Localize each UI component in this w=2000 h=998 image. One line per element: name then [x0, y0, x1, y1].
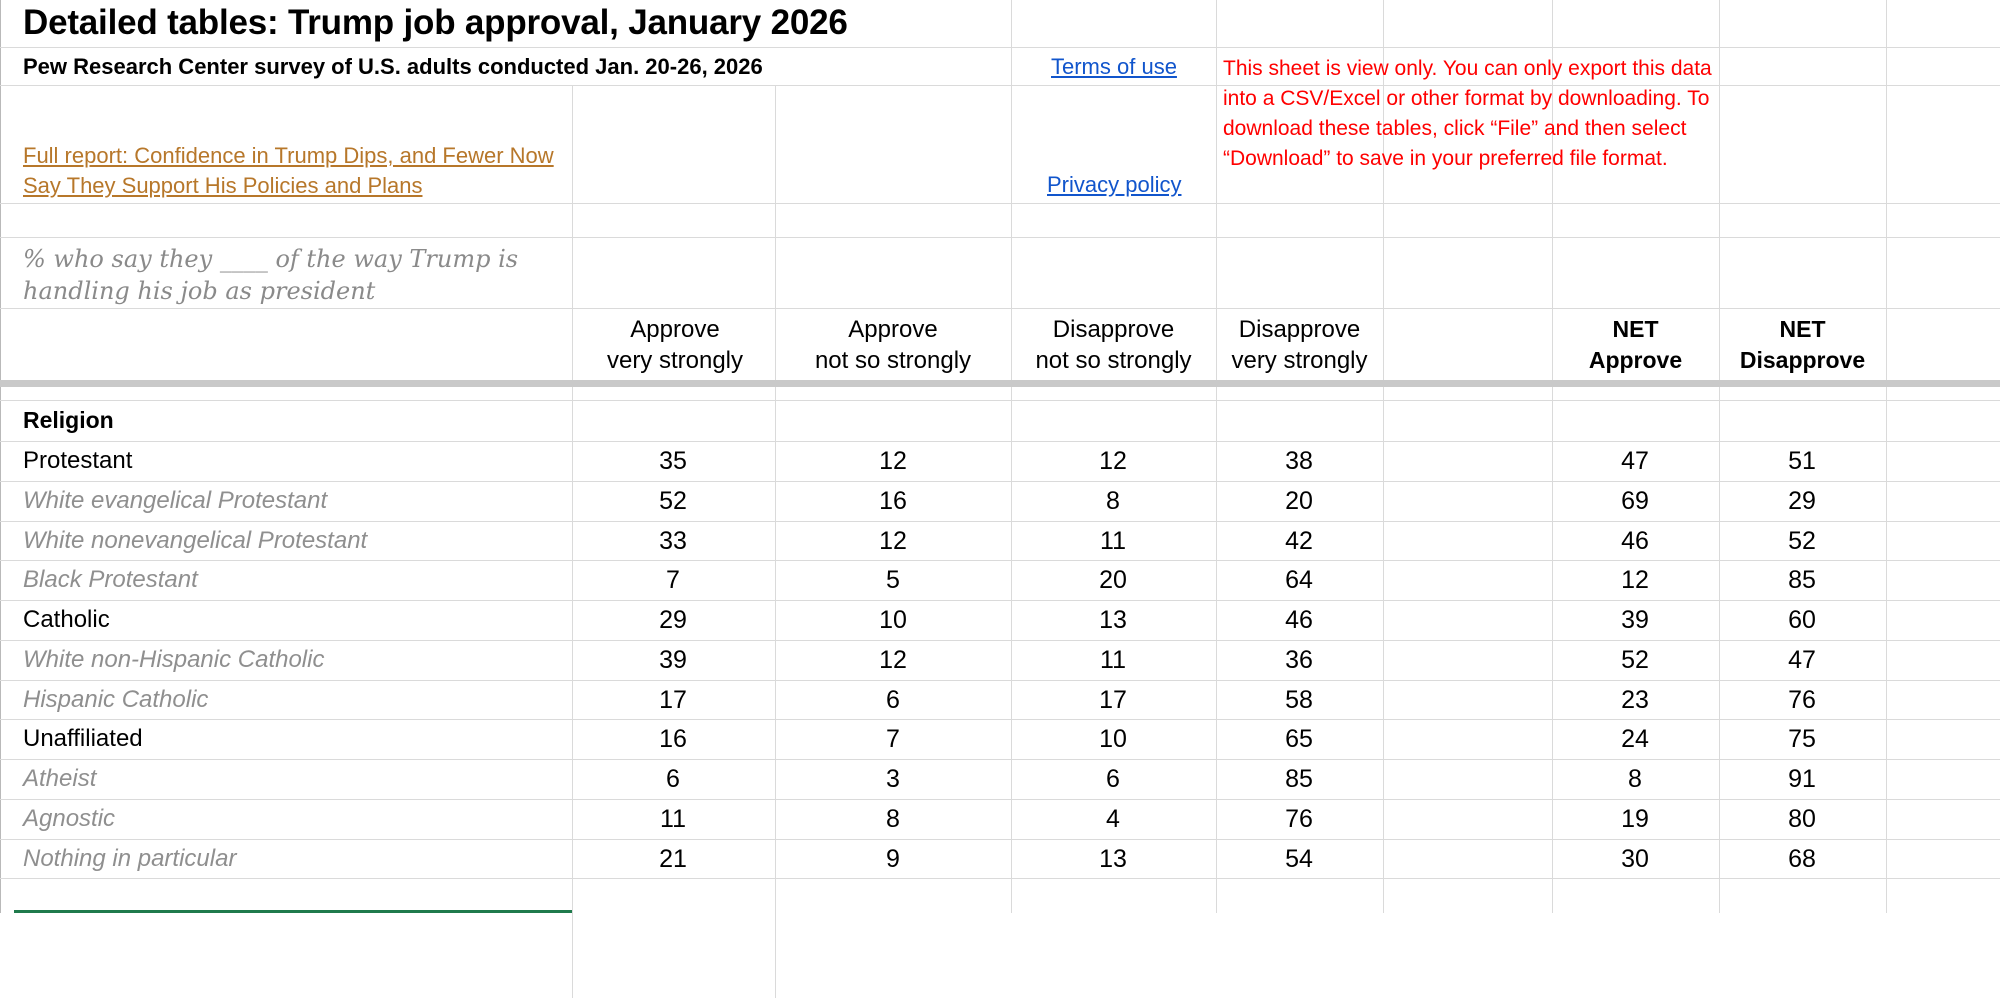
table-cell: 91	[1788, 765, 1816, 793]
table-cell: 76	[1788, 686, 1816, 714]
table-cell: 76	[1285, 805, 1313, 833]
table-cell: 39	[659, 646, 687, 674]
table-row	[0, 839, 2000, 879]
col-header-disapprove-not-so-strongly	[1011, 314, 1216, 376]
row-label: Unaffiliated	[23, 725, 143, 752]
table-cell: 68	[1788, 845, 1816, 873]
header-divider	[0, 380, 2000, 387]
col-header-disapprove-very-strongly	[1216, 314, 1383, 376]
table-row	[0, 799, 2000, 839]
table-cell: 5	[886, 566, 900, 594]
col-header-line: NET	[1779, 316, 1826, 342]
table-cell: 39	[1621, 606, 1649, 634]
table-cell: 10	[1099, 725, 1127, 753]
table-cell: 65	[1285, 725, 1313, 753]
table-cell: 60	[1788, 606, 1816, 634]
terms-of-use-link[interactable]: Terms of use	[1051, 54, 1177, 79]
col-header-net-approve	[1552, 314, 1719, 376]
table-cell: 80	[1788, 805, 1816, 833]
table-row	[0, 600, 2000, 640]
table-cell: 20	[1285, 487, 1313, 515]
question-line1: % who say they ____ of the way Trump is	[23, 245, 519, 273]
question-text	[23, 243, 583, 307]
table-cell: 13	[1099, 845, 1127, 873]
table-cell: 33	[659, 527, 687, 555]
row-label: White non-Hispanic Catholic	[23, 646, 325, 673]
table-cell: 20	[1099, 566, 1127, 594]
col-header-line: Disapprove	[1238, 316, 1361, 343]
grid-row-line	[0, 308, 2000, 309]
table-cell: 3	[886, 765, 900, 793]
row-label: Hispanic Catholic	[23, 686, 209, 713]
col-header-line: Disapprove	[1739, 347, 1866, 373]
table-cell: 69	[1621, 487, 1649, 515]
page-title: Detailed tables: Trump job approval, January 2026	[23, 3, 848, 42]
table-cell: 75	[1788, 725, 1816, 753]
table-row	[0, 640, 2000, 680]
table-row	[0, 680, 2000, 720]
table-cell: 23	[1621, 686, 1649, 714]
row-label: Black Protestant	[23, 566, 198, 593]
table-row	[0, 719, 2000, 759]
table-cell: 58	[1285, 686, 1313, 714]
table-cell: 54	[1285, 845, 1313, 873]
table-cell: 16	[879, 487, 907, 515]
col-header-line: Disapprove	[1052, 316, 1175, 343]
table-cell: 85	[1788, 566, 1816, 594]
table-cell: 6	[886, 686, 900, 714]
table-cell: 85	[1285, 765, 1313, 793]
grid-row-line	[0, 203, 2000, 204]
grid-row-line	[0, 237, 2000, 238]
table-cell: 13	[1099, 606, 1127, 634]
table-cell: 46	[1621, 527, 1649, 555]
col-header-approve-not-so-strongly	[775, 314, 1011, 376]
table-cell: 17	[659, 686, 687, 714]
table-cell: 8	[1628, 765, 1642, 793]
table-cell: 11	[660, 805, 686, 833]
table-cell: 38	[1285, 447, 1313, 475]
table-row	[0, 481, 2000, 521]
table-cell: 30	[1621, 845, 1649, 873]
table-cell: 52	[659, 487, 687, 515]
table-cell: 16	[659, 725, 687, 753]
table-cell: 7	[886, 725, 900, 753]
grid-row-line	[0, 400, 2000, 401]
col-header-net-disapprove	[1719, 314, 1886, 376]
table-cell: 17	[1099, 686, 1127, 714]
full-report-link[interactable]	[23, 141, 583, 201]
table-cell: 52	[1788, 527, 1816, 555]
table-row	[0, 441, 2000, 481]
table-cell: 12	[879, 447, 907, 475]
table-cell: 12	[1621, 566, 1649, 594]
table-cell: 10	[879, 606, 907, 634]
table-cell: 7	[666, 566, 680, 594]
table-cell: 12	[879, 527, 907, 555]
grid-row-line	[0, 47, 2000, 48]
table-row	[0, 759, 2000, 799]
table-cell: 52	[1621, 646, 1649, 674]
col-header-line: NET	[1612, 316, 1659, 342]
col-header-line: not so strongly	[1035, 347, 1192, 374]
col-header-approve-very-strongly	[575, 314, 775, 376]
table-cell: 9	[886, 845, 900, 873]
row-label: Agnostic	[23, 805, 116, 832]
table-cell: 8	[1106, 487, 1120, 515]
table-cell: 64	[1285, 566, 1313, 594]
row-label: Atheist	[23, 765, 97, 792]
table-cell: 21	[659, 845, 687, 873]
table-cell: 47	[1788, 646, 1816, 674]
table-cell: 51	[1788, 447, 1816, 475]
table-row	[0, 560, 2000, 600]
table-cell: 24	[1621, 725, 1649, 753]
table-cell: 19	[1621, 805, 1649, 833]
col-header-line: not so strongly	[814, 347, 972, 374]
col-header-line: very strongly	[606, 347, 744, 374]
table-cell: 4	[1106, 805, 1120, 833]
table-cell: 12	[879, 646, 907, 674]
section-heading-religion: Religion	[23, 407, 114, 433]
col-header-line: Approve	[1588, 347, 1683, 373]
row-label: White nonevangelical Protestant	[23, 527, 368, 554]
col-header-line: very strongly	[1231, 347, 1368, 374]
table-cell: 36	[1285, 646, 1313, 674]
table-cell: 8	[886, 805, 900, 833]
table-cell: 11	[1100, 646, 1126, 674]
survey-subtitle: Pew Research Center survey of U.S. adults conducted Jan. 20-26, 2026	[23, 54, 763, 79]
table-cell: 42	[1285, 527, 1313, 555]
report-link-line2[interactable]: Say They Support His Policies and Plans	[23, 173, 423, 198]
row-label: Protestant	[23, 447, 133, 474]
table-row	[0, 521, 2000, 561]
table-cell: 6	[666, 765, 680, 793]
report-link-line1[interactable]: Full report: Confidence in Trump Dips, and Fewer Now	[23, 143, 554, 168]
col-header-line: Approve	[848, 316, 938, 343]
row-label: White evangelical Protestant	[23, 487, 328, 514]
question-line2: handling his job as president	[23, 277, 376, 305]
table-cell: 47	[1621, 447, 1649, 475]
col-header-line: Approve	[630, 316, 720, 343]
table-cell: 6	[1106, 765, 1120, 793]
privacy-policy-link[interactable]: Privacy policy	[1047, 172, 1182, 197]
table-cell: 29	[1788, 487, 1816, 515]
row-label: Catholic	[23, 606, 110, 633]
table-cell: 46	[1285, 606, 1313, 634]
table-cell: 11	[1100, 527, 1126, 555]
table-cell: 29	[659, 606, 687, 634]
table-cell: 35	[659, 447, 687, 475]
row-label: Nothing in particular	[23, 845, 237, 872]
view-only-notice: This sheet is view only. You can only export this data into a CSV/Excel or other format by downloading. To download these tables, click “File” and then select “Download” to save in your preferred file format.	[1223, 57, 1712, 170]
table-cell: 12	[1099, 447, 1127, 475]
